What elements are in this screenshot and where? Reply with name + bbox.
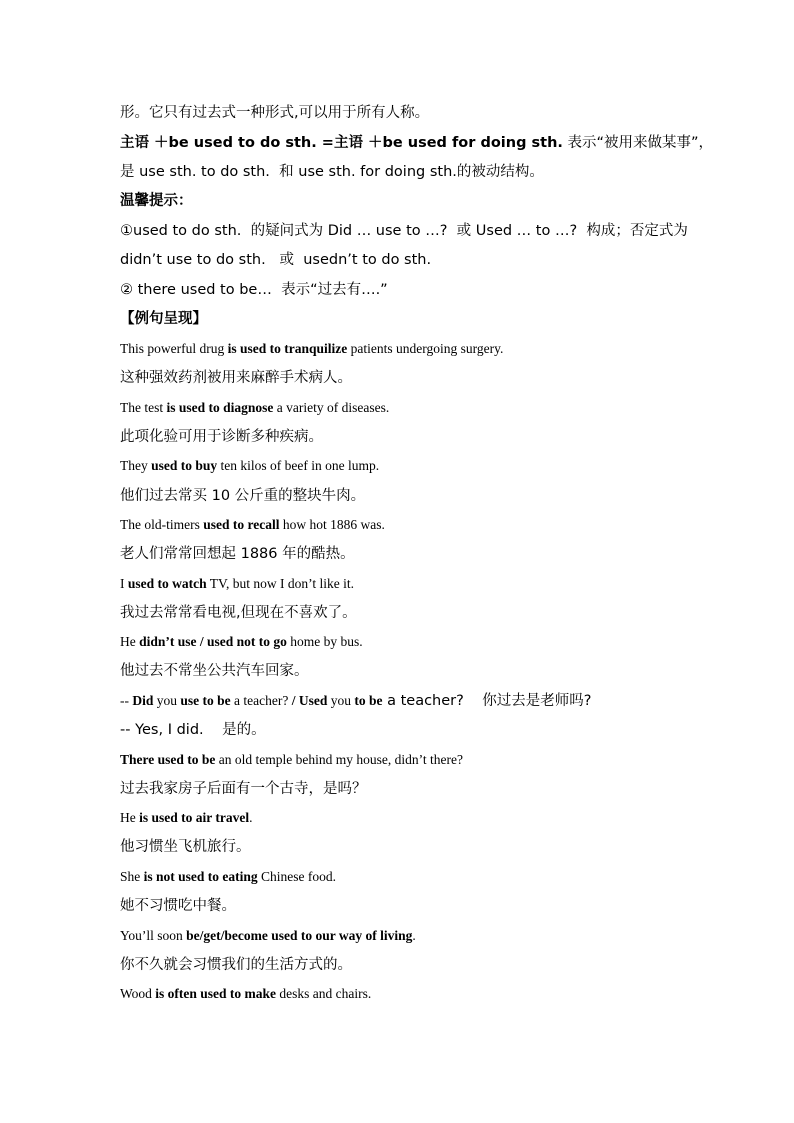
text-line <box>120 806 253 830</box>
text-segment: This powerful drug <box>120 341 228 356</box>
text-line <box>120 307 207 331</box>
text-segment: 我过去常常看电视,但现在不喜欢了。 <box>120 605 357 621</box>
text-segment: The old-timers <box>120 517 204 532</box>
text-segment: He <box>120 810 140 825</box>
text-segment: 此项化验可用于诊断多种疾病。 <box>120 429 323 445</box>
text-line <box>120 337 503 361</box>
text-line <box>120 278 388 302</box>
text-segment: 你不久就会习惯我们的生活方式的。 <box>120 957 352 973</box>
bold-text: Did <box>132 693 154 708</box>
bold-text: 【例句呈现】 <box>120 311 207 327</box>
text-segment: 他们过去常买 10 公斤重的整块牛肉。 <box>120 488 366 504</box>
text-line <box>120 924 416 948</box>
bold-text: use to be <box>180 693 231 708</box>
text-line <box>120 131 713 155</box>
text-segment: 过去我家房子后面有一个古寺，是吗？ <box>120 781 367 797</box>
text-segment: patients undergoing surgery. <box>347 341 504 356</box>
text-segment: -- <box>120 693 133 708</box>
text-line <box>120 572 354 596</box>
text-line <box>120 160 544 184</box>
text-segment: a variety of diseases. <box>273 400 390 415</box>
bold-text: 主语 ＋be used to do sth. =主语 ＋be used for doing sth. <box>120 135 563 151</box>
text-line <box>120 396 389 420</box>
bold-text: is used to tranquilize <box>227 341 348 356</box>
text-segment: He <box>120 634 140 649</box>
text-line <box>120 953 352 977</box>
text-segment: a teacher? <box>230 693 292 708</box>
text-segment: home by bus. <box>286 634 363 649</box>
text-line <box>120 659 309 683</box>
text-line <box>120 777 367 801</box>
text-segment: how hot 1886 was. <box>279 517 385 532</box>
text-segment: -- Yes, I did. 是的。 <box>120 722 266 738</box>
text-segment: 他习惯坐飞机旅行。 <box>120 839 251 855</box>
text-line <box>120 835 251 859</box>
bold-text: is used to air travel <box>139 810 250 825</box>
text-line <box>120 513 385 537</box>
bold-text: is often used to make <box>155 986 277 1001</box>
text-segment: 表示“被用来做某事”， <box>562 135 714 151</box>
bold-text: used to watch <box>127 576 207 591</box>
text-line <box>120 894 236 918</box>
text-segment: desks and chairs. <box>276 986 372 1001</box>
text-segment: 形。它只有过去式一种形式,可以用于所有人称。 <box>120 105 430 121</box>
bold-text: is not used to eating <box>143 869 258 884</box>
text-line <box>120 189 193 213</box>
bold-text: is used to diagnose <box>166 400 274 415</box>
bold-text: to be <box>354 693 383 708</box>
text-segment: ①used to do sth. 的疑问式为 Did … use to …? 或 Used … to …? 构成；否定式为 <box>120 223 688 239</box>
text-segment: She <box>120 869 144 884</box>
bold-text: There used to be <box>120 752 216 767</box>
text-segment: TV, but now I don’t like it. <box>206 576 355 591</box>
text-line <box>120 454 379 478</box>
text-segment: 是 use sth. to do sth. 和 use sth. for doing sth.的被动结构。 <box>120 164 544 180</box>
text-segment: I <box>120 576 128 591</box>
text-segment: you <box>327 693 355 708</box>
text-line <box>120 601 357 625</box>
text-segment: The test <box>120 400 167 415</box>
text-segment: 老人们常常回想起 1886 年的酷热。 <box>120 546 355 562</box>
text-segment: ten kilos of beef in one lump. <box>217 458 380 473</box>
text-segment: They <box>120 458 152 473</box>
text-line <box>120 248 431 272</box>
text-segment: 他过去不常坐公共汽车回家。 <box>120 663 309 679</box>
text-segment: . <box>412 928 416 943</box>
text-segment: 她不习惯吃中餐。 <box>120 898 236 914</box>
text-line <box>120 982 371 1006</box>
text-line <box>120 718 266 742</box>
text-segment: Wood <box>120 986 156 1001</box>
bold-text: used to recall <box>203 517 280 532</box>
text-segment: a teacher? 你过去是老师吗? <box>382 693 592 709</box>
bold-text: / Used <box>291 693 328 708</box>
text-line <box>120 366 352 390</box>
text-segment: You’ll soon <box>120 928 187 943</box>
bold-text: didn’t use / used not to go <box>139 634 287 649</box>
text-line <box>120 865 336 889</box>
text-line <box>120 630 363 654</box>
text-segment: 这种强效药剂被用来麻醉手术病人。 <box>120 370 352 386</box>
text-line <box>120 689 591 713</box>
text-segment: you <box>153 693 181 708</box>
text-line <box>120 101 429 125</box>
text-segment: didn’t use to do sth. 或 usedn’t to do sth. <box>120 252 432 268</box>
text-segment: Chinese food. <box>257 869 337 884</box>
text-line <box>120 484 365 508</box>
text-segment: ② there used to be… 表示“过去有….” <box>120 282 388 298</box>
text-segment: an old temple behind my house, didn’t there? <box>215 752 463 767</box>
text-segment: . <box>249 810 253 825</box>
text-line <box>120 748 463 772</box>
text-line <box>120 425 323 449</box>
bold-text: be/get/become used to our way of living <box>186 928 413 943</box>
bold-text: 温馨提示： <box>120 193 193 209</box>
text-line <box>120 219 688 243</box>
bold-text: used to buy <box>151 458 218 473</box>
text-line <box>120 542 355 566</box>
